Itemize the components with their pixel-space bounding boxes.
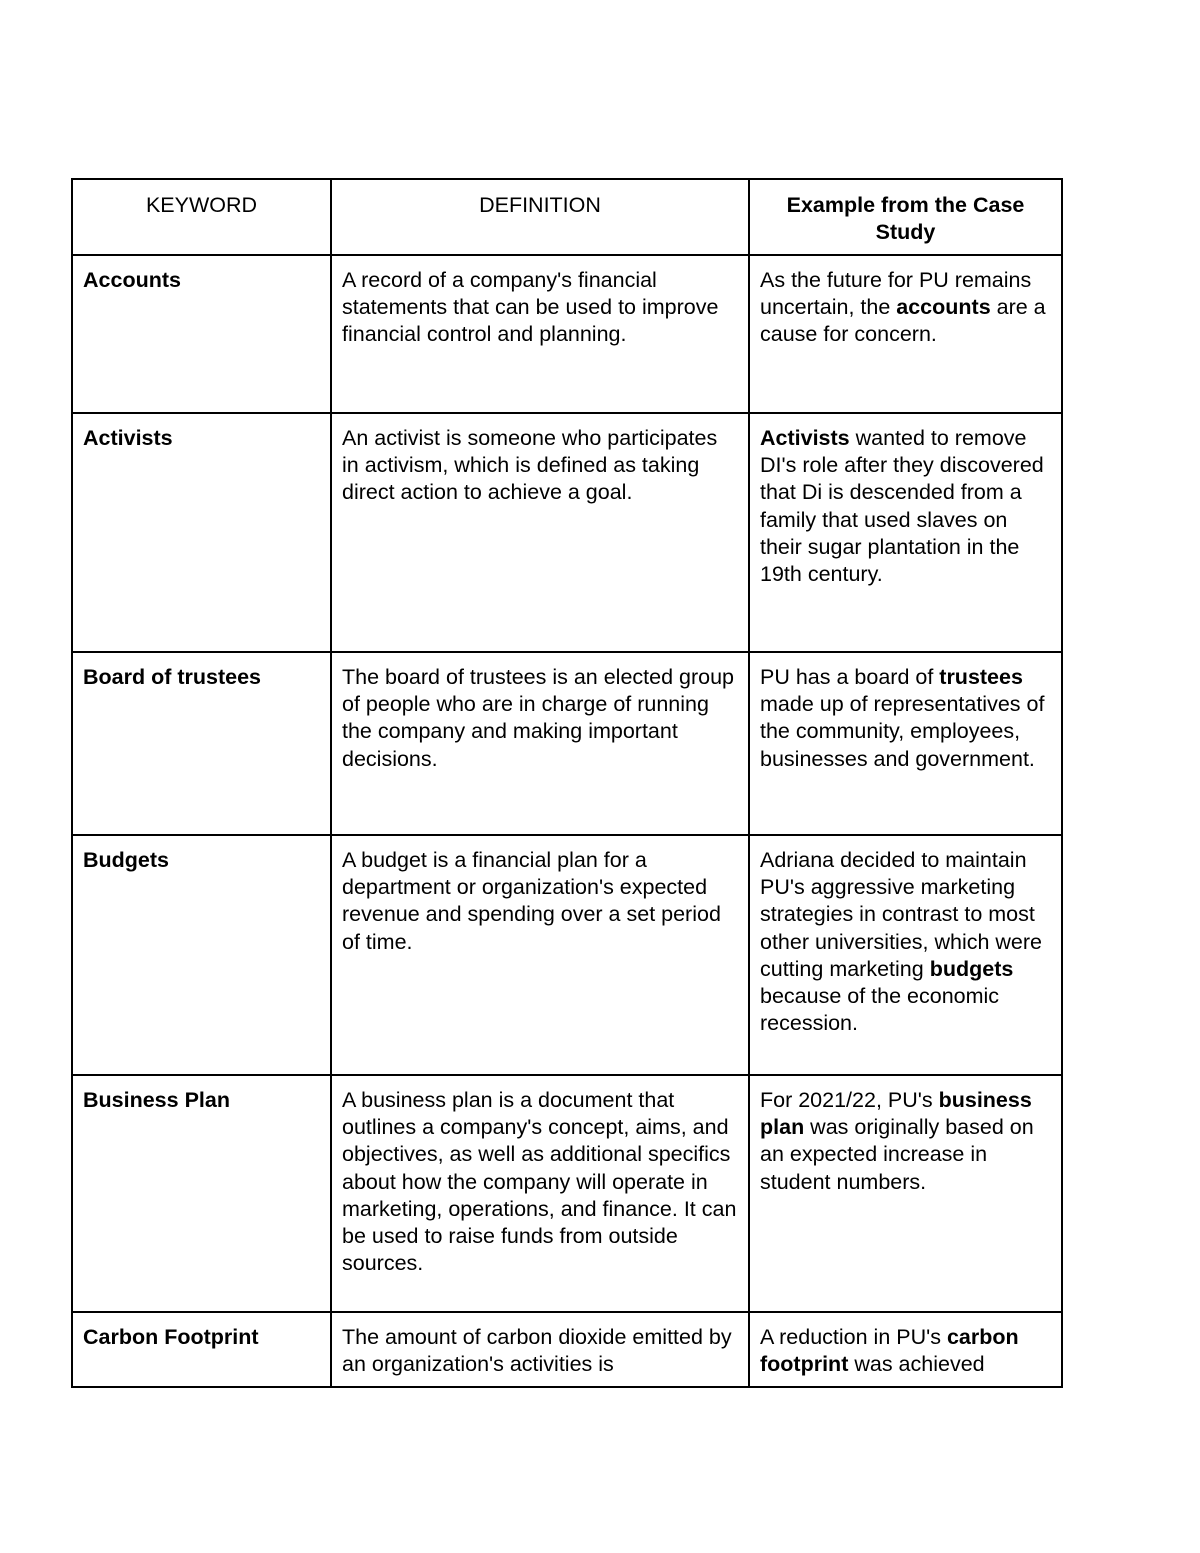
- example-text: because of the economic recession.: [760, 984, 1000, 1036]
- table-header-row: [72, 179, 1062, 255]
- example-text: was achieved: [848, 1352, 985, 1377]
- header-definition: DEFINITION: [331, 179, 749, 255]
- example-text: are a cause for concern.: [760, 295, 1046, 347]
- example-keyword: business plan: [760, 1088, 1032, 1140]
- keyword-cell: Business Plan: [72, 1075, 331, 1312]
- example-text: was originally based on an expected increase in student numbers.: [760, 1115, 1034, 1194]
- example-cell: [749, 1075, 1062, 1312]
- header-example: Example from the Case Study: [749, 179, 1062, 255]
- example-text: A reduction in PU's: [760, 1325, 947, 1349]
- example-text: wanted to remove DI's role after they discovered that Di is descended from a family that used slaves on their sugar plantation in the 19th century.: [760, 426, 1044, 587]
- definition-cell: The board of trustees is an elected group of people who are in charge of running the company and making important decisions.: [331, 652, 749, 835]
- example-cell: [749, 413, 1062, 652]
- keyword-cell: Accounts: [72, 255, 331, 413]
- keyword-cell: Board of trustees: [72, 652, 331, 835]
- definition-cell: A business plan is a document that outlines a company's concept, aims, and objectives, as well as additional specifics about how the company will operate in marketing, operations, and finance. It can be used to raise funds from outside sources.: [331, 1075, 749, 1312]
- table-row: [72, 413, 1062, 652]
- example-keyword: trustees: [939, 665, 1023, 689]
- keyword-cell: Budgets: [72, 835, 331, 1075]
- table-row: [72, 1075, 1062, 1312]
- example-text: PU has a board of: [760, 665, 940, 689]
- definition-cell: A record of a company's financial statements that can be used to improve financial control and planning.: [331, 255, 749, 413]
- example-text: As the future for PU remains uncertain, the: [760, 268, 1032, 320]
- table-row: [72, 1312, 1062, 1387]
- example-keyword: carbon footprint: [760, 1325, 1019, 1377]
- example-text: For 2021/22, PU's: [760, 1088, 939, 1112]
- definition-cell: A budget is a financial plan for a department or organization's expected revenue and spending over a set period of time.: [331, 835, 749, 1075]
- definition-cell: The amount of carbon dioxide emitted by an organization's activities is: [331, 1312, 749, 1387]
- keyword-cell: Activists: [72, 413, 331, 652]
- example-cell: [749, 255, 1062, 413]
- example-text: Adriana decided to maintain PU's aggressive marketing strategies in contrast to most other universities, which were cutting marketing: [760, 848, 1043, 981]
- example-keyword: budgets: [929, 956, 1014, 981]
- example-keyword: Activists: [760, 426, 850, 450]
- definition-cell: An activist is someone who participates in activism, which is defined as taking direct action to achieve a goal.: [331, 413, 749, 652]
- example-keyword: accounts: [896, 295, 991, 320]
- example-cell: [749, 652, 1062, 835]
- table-row: [72, 652, 1062, 835]
- example-text: made up of representatives of the community, employees, businesses and government.: [760, 692, 1045, 771]
- keyword-table: [71, 178, 1063, 1388]
- example-cell: [749, 1312, 1062, 1387]
- keyword-cell: Carbon Footprint: [72, 1312, 331, 1387]
- table-row: [72, 835, 1062, 1075]
- header-keyword: KEYWORD: [72, 179, 331, 255]
- table-row: [72, 255, 1062, 413]
- example-cell: [749, 835, 1062, 1075]
